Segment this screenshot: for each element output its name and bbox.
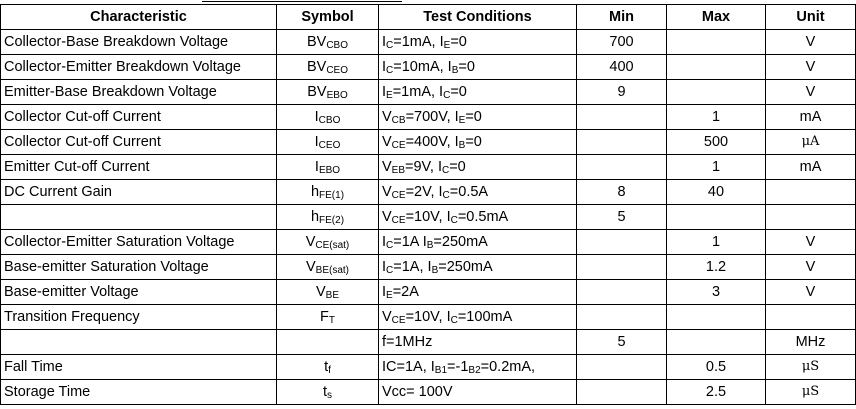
min-cell: 700	[577, 30, 667, 55]
unit-cell	[766, 305, 856, 330]
condition-text: V	[382, 184, 392, 200]
symbol-cell	[277, 355, 379, 380]
characteristic-cell: DC Current Gain	[1, 180, 277, 205]
condition-subscript: C	[442, 190, 450, 201]
characteristic-cell: Base-emitter Saturation Voltage	[1, 255, 277, 280]
max-cell: 40	[667, 180, 766, 205]
symbol-cell	[277, 205, 379, 230]
unit-cell: V	[766, 280, 856, 305]
characteristic-cell: Collector Cut-off Current	[1, 130, 277, 155]
min-cell	[577, 230, 667, 255]
test-condition-cell	[379, 355, 577, 380]
max-cell	[667, 30, 766, 55]
table-row	[1, 355, 856, 380]
condition-text: =0.5mA	[457, 209, 509, 225]
condition-subscript: B	[431, 265, 439, 276]
condition-text: =0.5A	[449, 184, 489, 200]
max-cell: 3	[667, 280, 766, 305]
test-condition-cell	[379, 55, 577, 80]
test-condition-cell	[379, 105, 577, 130]
condition-text: =250mA	[433, 234, 488, 250]
condition-text: =1mA, I	[393, 34, 444, 50]
condition-text: =10mA, I	[393, 59, 452, 75]
condition-subscript: C	[386, 265, 394, 276]
condition-text: =1A I	[393, 234, 427, 250]
condition-text: =0.2mA,	[480, 359, 536, 375]
header-test-conditions: Test Conditions	[379, 5, 577, 30]
condition-subscript: CE	[391, 140, 406, 151]
unit-cell: μS	[766, 355, 856, 380]
symbol-subscript: BE	[325, 290, 339, 301]
min-cell: 5	[577, 205, 667, 230]
condition-text: I	[382, 34, 387, 50]
electrical-characteristics-table	[0, 4, 856, 405]
test-condition-cell	[379, 280, 577, 305]
symbol-main: I	[314, 159, 319, 175]
max-cell: 500	[667, 130, 766, 155]
min-cell: 400	[577, 55, 667, 80]
condition-text: V	[382, 209, 392, 225]
min-cell	[577, 155, 667, 180]
condition-subscript: E	[386, 290, 393, 301]
symbol-cell	[277, 80, 379, 105]
condition-text: =10V, I	[405, 209, 451, 225]
condition-subscript: C	[441, 165, 450, 176]
characteristic-cell	[1, 205, 277, 230]
symbol-main: BV	[307, 84, 327, 100]
characteristic-cell: Collector-Emitter Breakdown Voltage	[1, 55, 277, 80]
condition-text: I	[382, 259, 387, 275]
condition-subscript: C	[386, 65, 394, 76]
condition-text: =0	[465, 134, 482, 150]
characteristic-cell: Collector-Base Breakdown Voltage	[1, 30, 277, 55]
unit-cell	[766, 180, 856, 205]
symbol-main: BV	[306, 59, 327, 75]
characteristic-cell: Fall Time	[1, 355, 277, 380]
max-cell	[667, 330, 766, 355]
symbol-subscript: CEO	[326, 65, 348, 76]
condition-text: f=1MHz	[382, 334, 433, 350]
condition-text: I	[382, 234, 387, 250]
condition-subscript: B	[458, 140, 466, 151]
symbol-subscript: CE(sat)	[315, 240, 350, 251]
test-condition-cell	[379, 180, 577, 205]
max-cell	[667, 305, 766, 330]
condition-text: =1mA, I	[392, 84, 444, 100]
symbol-main: V	[315, 284, 326, 300]
symbol-main: I	[314, 134, 319, 150]
test-condition-cell	[379, 205, 577, 230]
test-condition-cell	[379, 30, 577, 55]
condition-text: =2V, I	[405, 184, 443, 200]
test-condition-cell	[379, 80, 577, 105]
header-unit: Unit	[766, 5, 856, 30]
condition-subscript: B2	[468, 365, 481, 376]
characteristic-cell: Storage Time	[1, 380, 277, 405]
condition-text: I	[382, 84, 387, 100]
symbol-subscript: FE(2)	[319, 215, 345, 226]
symbol-subscript: EBO	[326, 90, 348, 101]
condition-text: =2A	[392, 284, 419, 300]
max-cell: 1	[667, 230, 766, 255]
table-row	[1, 305, 856, 330]
condition-subscript: C	[443, 90, 451, 101]
condition-subscript: C	[450, 215, 458, 226]
unit-cell: μS	[766, 380, 856, 405]
table-row	[1, 30, 856, 55]
symbol-subscript: s	[327, 390, 333, 401]
unit-cell: V	[766, 255, 856, 280]
condition-text: IC=1A, I	[382, 359, 435, 375]
condition-subscript: C	[386, 40, 394, 51]
unit-cell: mA	[766, 155, 856, 180]
test-condition-cell	[379, 155, 577, 180]
characteristic-cell: Base-emitter Voltage	[1, 280, 277, 305]
characteristic-cell	[1, 330, 277, 355]
condition-text: =0	[458, 59, 475, 75]
table-row	[1, 380, 856, 405]
min-cell	[577, 255, 667, 280]
max-cell: 1	[667, 105, 766, 130]
condition-text: =100mA	[457, 309, 513, 325]
table-row	[1, 205, 856, 230]
characteristic-cell: Collector Cut-off Current	[1, 105, 277, 130]
table-row	[1, 280, 856, 305]
condition-subscript: EB	[391, 165, 406, 176]
condition-subscript: CE	[391, 190, 406, 201]
condition-subscript: B	[451, 65, 459, 76]
condition-subscript: E	[458, 115, 466, 126]
symbol-cell	[277, 330, 379, 355]
symbol-cell	[277, 155, 379, 180]
characteristic-cell: Transition Frequency	[1, 305, 277, 330]
condition-subscript: C	[386, 240, 394, 251]
table-row	[1, 230, 856, 255]
symbol-main: h	[310, 209, 320, 225]
symbol-cell	[277, 105, 379, 130]
test-condition-cell	[379, 255, 577, 280]
symbol-main: t	[324, 359, 329, 375]
max-cell	[667, 205, 766, 230]
condition-text: V	[382, 109, 392, 125]
symbol-subscript: BE(sat)	[315, 265, 349, 276]
symbol-cell	[277, 180, 379, 205]
min-cell	[577, 355, 667, 380]
condition-subscript: CE	[391, 215, 406, 226]
header-characteristic: Characteristic	[1, 5, 277, 30]
condition-text: =0	[450, 34, 467, 50]
table-row	[1, 155, 856, 180]
condition-text: =0	[465, 109, 482, 125]
condition-text: I	[382, 284, 387, 300]
header-max: Max	[667, 5, 766, 30]
max-cell	[667, 55, 766, 80]
test-condition-cell	[379, 330, 577, 355]
characteristic-cell: Collector-Emitter Saturation Voltage	[1, 230, 277, 255]
table-row	[1, 255, 856, 280]
condition-subscript: E	[386, 90, 393, 101]
symbol-cell	[277, 130, 379, 155]
header-symbol: Symbol	[277, 5, 379, 30]
unit-cell	[766, 205, 856, 230]
symbol-main: BV	[306, 34, 327, 50]
condition-text: =0	[450, 84, 467, 100]
symbol-main: F	[320, 309, 329, 325]
condition-text: =9V, I	[405, 159, 442, 175]
condition-text: =-1	[447, 359, 469, 375]
test-condition-cell	[379, 305, 577, 330]
condition-text: =1A, I	[393, 259, 432, 275]
min-cell: 8	[577, 180, 667, 205]
symbol-subscript: CEO	[318, 140, 341, 151]
table-row	[1, 330, 856, 355]
symbol-cell	[277, 280, 379, 305]
symbol-cell	[277, 55, 379, 80]
symbol-cell	[277, 30, 379, 55]
table-header-row	[1, 5, 856, 30]
condition-text: =10V, I	[405, 309, 451, 325]
symbol-subscript: T	[328, 315, 335, 326]
symbol-subscript: f	[328, 365, 331, 376]
min-cell: 5	[577, 330, 667, 355]
characteristic-cell: Emitter-Base Breakdown Voltage	[1, 80, 277, 105]
characteristic-cell: Emitter Cut-off Current	[1, 155, 277, 180]
header-min: Min	[577, 5, 667, 30]
unit-cell: V	[766, 55, 856, 80]
unit-cell: MHz	[766, 330, 856, 355]
unit-cell: V	[766, 80, 856, 105]
condition-text: =700V, I	[405, 109, 459, 125]
symbol-subscript: EBO	[318, 165, 341, 176]
min-cell	[577, 305, 667, 330]
table-row	[1, 105, 856, 130]
condition-text: =400V, I	[405, 134, 459, 150]
max-cell: 1	[667, 155, 766, 180]
condition-text: V	[382, 309, 392, 325]
condition-subscript: CB	[391, 115, 406, 126]
symbol-cell	[277, 255, 379, 280]
table-row	[1, 130, 856, 155]
table-row	[1, 180, 856, 205]
symbol-main: h	[310, 184, 320, 200]
symbol-main: t	[322, 384, 328, 400]
min-cell	[577, 380, 667, 405]
condition-subscript: C	[450, 315, 458, 326]
table-body	[1, 30, 856, 405]
max-cell: 0.5	[667, 355, 766, 380]
symbol-cell	[277, 380, 379, 405]
max-cell	[667, 80, 766, 105]
symbol-cell	[277, 230, 379, 255]
symbol-cell	[277, 305, 379, 330]
condition-subscript: CE	[391, 315, 406, 326]
condition-text: I	[382, 59, 387, 75]
table-row	[1, 55, 856, 80]
min-cell	[577, 280, 667, 305]
max-cell: 1.2	[667, 255, 766, 280]
symbol-main: V	[305, 234, 316, 250]
condition-subscript: B	[426, 240, 434, 251]
unit-cell: mA	[766, 105, 856, 130]
table-row	[1, 80, 856, 105]
test-condition-cell	[379, 230, 577, 255]
max-cell: 2.5	[667, 380, 766, 405]
min-cell	[577, 105, 667, 130]
unit-cell: μA	[766, 130, 856, 155]
condition-text: V	[382, 159, 392, 175]
symbol-subscript: CBO	[326, 40, 348, 51]
condition-text: Vcc= 100V	[382, 384, 453, 400]
min-cell	[577, 130, 667, 155]
symbol-main: V	[305, 259, 316, 275]
condition-subscript: B1	[434, 365, 448, 376]
condition-text: =250mA	[438, 259, 493, 275]
condition-subscript: E	[443, 40, 451, 51]
condition-text: =0	[449, 159, 466, 175]
unit-cell: V	[766, 230, 856, 255]
test-condition-cell	[379, 380, 577, 405]
min-cell: 9	[577, 80, 667, 105]
condition-text: V	[382, 134, 392, 150]
symbol-subscript: FE(1)	[319, 190, 345, 201]
symbol-main: I	[314, 109, 319, 125]
test-condition-cell	[379, 130, 577, 155]
symbol-subscript: CBO	[318, 115, 341, 126]
unit-cell: V	[766, 30, 856, 55]
